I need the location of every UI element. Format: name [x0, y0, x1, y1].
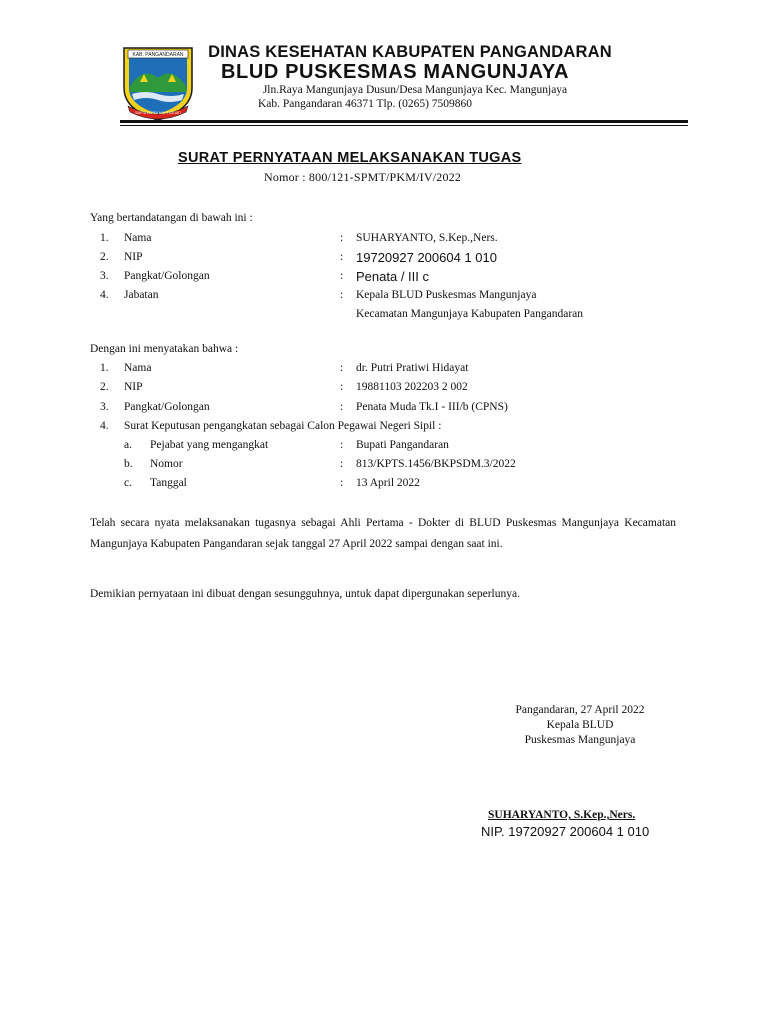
row-value: SUHARYANTO, S.Kep.,Ners.: [356, 232, 498, 244]
row-label: Surat Keputusan pengangkatan sebagai Calon Pegawai Negeri Sipil :: [124, 420, 442, 432]
letterhead-agency: DINAS KESEHATAN KABUPATEN PANGANDARAN: [208, 43, 612, 61]
signature-block: [480, 703, 680, 748]
signature-place-date: Pangandaran, 27 April 2022: [515, 704, 645, 716]
letterhead-divider-thin: [120, 125, 688, 126]
signature-position-line1: Kepala BLUD: [546, 719, 614, 731]
statement-paragraph: Telah secara nyata melaksanakan tugasnya sebagai Ahli Pertama - Dokter di BLUD Puskesmas Mangunjaya Kecamatan Mangunjaya Kabupaten Pangandaran sejak tanggal 27 April 2022 sampai dengan saat ini.: [90, 517, 676, 550]
subrow-value: 13 April 2022: [356, 477, 420, 489]
row-label: Nama: [124, 232, 152, 244]
row-number: 2.: [100, 381, 109, 393]
row-label: Pangkat/Golongan: [124, 270, 210, 282]
signatory-name: SUHARYANTO, S.Kep.,Ners.: [488, 809, 636, 821]
row-number: 4.: [100, 289, 109, 301]
row-colon: :: [340, 251, 344, 263]
row-value: dr. Putri Pratiwi Hidayat: [356, 362, 469, 374]
subrow-colon: :: [340, 458, 344, 470]
subrow-label: Tanggal: [150, 477, 187, 489]
subrow-colon: :: [340, 477, 344, 489]
subrow-value: Bupati Pangandaran: [356, 439, 449, 451]
row-value: Kepala BLUD Puskesmas Mangunjaya: [356, 289, 537, 301]
logo-ribbon-text: SAPTA KARSA MUKTISEJATI: [135, 111, 181, 115]
subrow-value: 813/KPTS.1456/BKPSDM.3/2022: [356, 458, 516, 470]
row-value: 19881103 202203 2 002: [356, 381, 468, 393]
row-number: 1.: [100, 232, 109, 244]
row-number: 3.: [100, 401, 109, 413]
logo-banner-text: KAB. PANGANDARAN: [132, 52, 184, 58]
letterhead-address: Jln.Raya Mangunjaya Dusun/Desa Mangunjaya Kec. Mangunjaya: [262, 84, 568, 96]
section1-intro: Yang bertandatangan di bawah ini :: [90, 212, 253, 224]
row-value: Penata / III c: [356, 269, 429, 284]
row-colon: :: [340, 270, 344, 282]
row-colon: :: [340, 401, 344, 413]
row-label: Jabatan: [124, 289, 159, 301]
row-value-continuation: Kecamatan Mangunjaya Kabupaten Pangandaran: [356, 308, 584, 320]
document-number: Nomor : 800/121-SPMT/PKM/IV/2022: [264, 170, 462, 184]
row-value: Penata Muda Tk.I - III/b (CPNS): [356, 401, 508, 413]
section2-intro: Dengan ini menyatakan bahwa :: [90, 343, 239, 355]
subrow-letter: c.: [124, 477, 132, 489]
row-label: Nama: [124, 362, 152, 374]
signature-position-line2: Puskesmas Mangunjaya: [524, 734, 636, 746]
subrow-label: Pejabat yang mengangkat: [150, 439, 269, 451]
subrow-label: Nomor: [150, 458, 183, 470]
row-colon: :: [340, 289, 344, 301]
row-label: NIP: [124, 251, 143, 263]
document-title: SURAT PERNYATAAN MELAKSANAKAN TUGAS: [178, 150, 522, 166]
row-colon: :: [340, 381, 344, 393]
row-number: 3.: [100, 270, 109, 282]
row-number: 4.: [100, 420, 109, 432]
row-label: NIP: [124, 381, 143, 393]
subrow-letter: a.: [124, 439, 132, 451]
row-number: 2.: [100, 251, 109, 263]
letterhead-divider-thick: [120, 120, 688, 123]
row-colon: :: [340, 232, 344, 244]
signatory-nip: NIP. 19720927 200604 1 010: [481, 824, 650, 839]
letterhead-institution: BLUD PUSKESMAS MANGUNJAYA: [220, 61, 570, 83]
row-number: 1.: [100, 362, 109, 374]
subrow-letter: b.: [124, 458, 133, 470]
subrow-colon: :: [340, 439, 344, 451]
row-label: Pangkat/Golongan: [124, 401, 210, 413]
row-value: 19720927 200604 1 010: [356, 250, 497, 265]
row-colon: :: [340, 362, 344, 374]
letterhead-contact: Kab. Pangandaran 46371 Tlp. (0265) 7509860: [257, 98, 473, 110]
closing-paragraph: Demikian pernyataan ini dibuat dengan sesungguhnya, untuk dapat dipergunakan seperlunya.: [90, 588, 520, 600]
